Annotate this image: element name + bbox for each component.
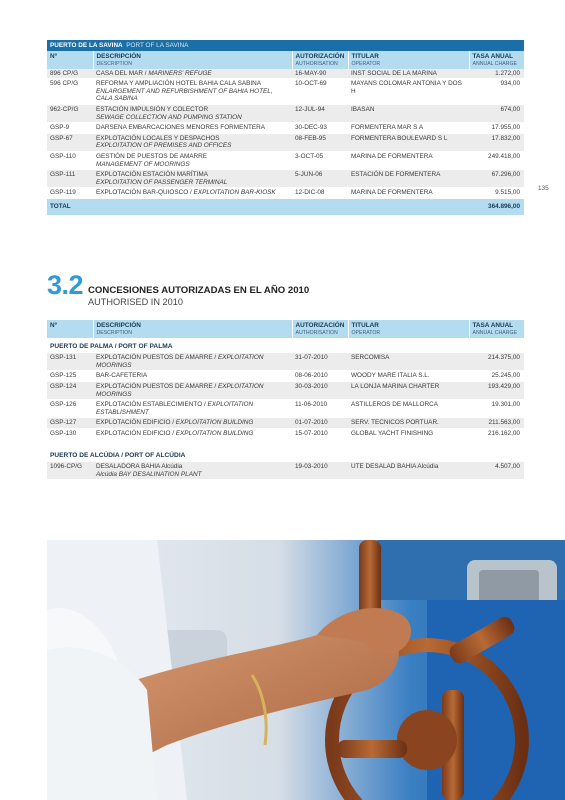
header-annual-charge: TASA ANUAL ANNUAL CHARGE [469,320,524,338]
header-operator: TITULAR OPERATOR [348,320,469,338]
port-band [47,40,524,51]
cell-num: GSP-126 [47,400,93,418]
table-row [47,462,524,480]
cell-operator: MARINA DE FORMENTERA [348,151,469,169]
cell-authorisation-date: 08-06-2010 [292,371,348,382]
table-row [47,353,524,371]
table-row [47,400,524,418]
cell-annual-charge: 211.563,00 [469,418,524,429]
table-row [47,188,524,199]
cell-annual-charge: 249.418,00 [469,151,524,169]
header-annual-charge: TASA ANUAL ANNUAL CHARGE [469,51,524,69]
cell-authorisation-date: 3-OCT-05 [292,151,348,169]
header-authorisation: AUTORIZACIÓN AUTHORISATION [292,320,348,338]
table-row [47,69,524,79]
table-row [47,418,524,429]
cell-annual-charge: 934,00 [469,79,524,105]
cell-num: GSP-130 [47,428,93,439]
table-row [47,79,524,105]
cell-num: GSP-119 [47,188,93,199]
photo-captain-hand-on-ships-wheel [47,540,565,800]
cell-num: GSP-110 [47,151,93,169]
cell-authorisation-date: 12-JUL-94 [292,104,348,122]
cell-annual-charge: 9.515,00 [469,188,524,199]
cell-operator: MARINA DE FORMENTERA [348,188,469,199]
cell-num: GSP-111 [47,170,93,188]
group-heading-alcudia: PUERTO DE ALCÚDIA / PORT OF ALCÚDIA [47,439,524,462]
cell-num: GSP-127 [47,418,93,429]
cell-authorisation-date: 10-OCT-69 [292,79,348,105]
cell-num: GSP-67 [47,133,93,151]
header-num: Nº [47,51,93,69]
cell-description: EXPLOTACIÓN ESTACIÓN MARÍTIMA EXPLOITATION OF PASSENGER TERMINAL [93,170,292,188]
cell-authorisation-date: 30-DEC-93 [292,123,348,134]
table-row [47,371,524,382]
cell-description: GESTIÓN DE PUESTOS DE AMARRE MANAGEMENT OF MOORINGS [93,151,292,169]
total-row [47,198,524,215]
cell-num: 896 CP/G [47,69,93,79]
cell-num: GSP-9 [47,123,93,134]
cell-description: EXPLOTACIÓN ESTABLECIMIENTO / EXPLOITATION ESTABLISHMENT [93,400,292,418]
cell-annual-charge: 674,00 [469,104,524,122]
cell-operator: GLOBAL YACHT FINISHING [348,428,469,439]
cell-operator: ESTACIÓN DE FORMENTERA [348,170,469,188]
cell-operator: WOODY MARE ITALIA S.L. [348,371,469,382]
table-body-alcudia [47,462,524,480]
group-heading-palma: PUERTO DE PALMA / PORT OF PALMA [47,338,524,354]
cell-description: REFORMA Y AMPLIACIÓN HOTEL BAHIA CALA SABINA ENLARGEMENT AND REFURBISHMENT OF BAHIA HOTEL, CALA SABINA [93,79,292,105]
cell-description: EXPLOTACIÓN EDIFICIO / EXPLOITATION BUILDING [93,428,292,439]
cell-annual-charge: 4.507,00 [469,462,524,480]
cell-description: EXPLOTACIÓN EDIFICIO / EXPLOITATION BUILDING [93,418,292,429]
header-description: DESCRIPCIÓN DESCRIPTION [93,320,292,338]
cell-operator: LA LONJA MARINA CHARTER [348,381,469,399]
cell-annual-charge: 216.162,00 [469,428,524,439]
cell-description: ESTACIÓN IMPULSIÓN Y COLECTOR SEWAGE COLLECTION AND PUMPING STATION [93,104,292,122]
cell-authorisation-date: 5-JUN-06 [292,170,348,188]
cell-description: EXPLOTACIÓN PUESTOS DE AMARRE / EXPLOITATION MOORINGS [93,353,292,371]
header-description: DESCRIPCIÓN DESCRIPTION [93,51,292,69]
cell-annual-charge: 67.296,00 [469,170,524,188]
cell-authorisation-date: 15-07-2010 [292,428,348,439]
cell-description: EXPLOTACIÓN BAR-QUIOSCO / EXPLOITATION BAR-KIOSK [93,188,292,199]
cell-authorisation-date: 08-FEB-95 [292,133,348,151]
table-row [47,151,524,169]
table-row [47,170,524,188]
cell-operator: SERCOMISA [348,353,469,371]
cell-operator: INST SOCIAL DE LA MARINA [348,69,469,79]
cell-operator: UTE DESALAD BAHIA Alcúdia [348,462,469,480]
cell-num: GSP-124 [47,381,93,399]
cell-operator: ASTILLEROS DE MALLORCA [348,400,469,418]
table-header [47,320,524,338]
cell-num: GSP-125 [47,371,93,382]
port-name-en: PORT OF LA SAVINA [126,41,189,49]
cell-num: 596 CP/G [47,79,93,105]
cell-operator: IBASAN [348,104,469,122]
cell-operator: FORMENTERA MAR S A [348,123,469,134]
cell-annual-charge: 25.245,00 [469,371,524,382]
cell-operator: SERV. TECNICOS PORTUAR. [348,418,469,429]
cell-num: 1096-CP/G [47,462,93,480]
section-title: CONCESIONES AUTORIZADAS EN EL AÑO 2010 [88,285,310,296]
table-row [47,104,524,122]
cell-authorisation-date: 01-07-2010 [292,418,348,429]
table-body [47,69,524,199]
table-row [47,123,524,134]
cell-description: CASA DEL MAR / MARINERS' REFUGE [93,69,292,79]
table-row [47,428,524,439]
cell-authorisation-date: 12-DIC-08 [292,188,348,199]
concessions-table-2010 [47,320,525,480]
cell-description: EXPLOTACIÓN LOCALES Y DESPACHOS EXPLOITATION OF PREMISES AND OFFICES [93,133,292,151]
cell-annual-charge: 1.272,00 [469,69,524,79]
cell-description: BAR-CAFETERIA [93,371,292,382]
table-header [47,51,524,69]
cell-num: 962-CP/G [47,104,93,122]
page-number: 135 [538,185,549,192]
cell-description: EXPLOTACIÓN PUESTOS DE AMARRE / EXPLOITATION MOORINGS [93,381,292,399]
cell-annual-charge: 17.955,00 [469,123,524,134]
port-name-es: PUERTO DE LA SAVINA [50,41,123,49]
cell-annual-charge: 17.832,00 [469,133,524,151]
cell-description: DARSENA EMBARCACIONES MENORES FORMENTERA [93,123,292,134]
header-authorisation: AUTORIZACIÓN AUTHORISATION [292,51,348,69]
cell-authorisation-date: 16-MAY-90 [292,69,348,79]
cell-operator: MAYANS COLOMAR ANTONIA Y DOS H [348,79,469,105]
cell-description: DESALADORA BAHIA Alcúdia Alcúdia BAY DESALINATION PLANT [93,462,292,480]
cell-annual-charge: 193.429,00 [469,381,524,399]
cell-annual-charge: 19.301,00 [469,400,524,418]
table-row [47,381,524,399]
cell-authorisation-date: 11-06-2010 [292,400,348,418]
concessions-table-la-savina [47,40,525,215]
table-row [47,133,524,151]
cell-num: GSP-131 [47,353,93,371]
cell-operator: FORMENTERA BOULEVARD S L [348,133,469,151]
header-operator: TITULAR OPERATOR [348,51,469,69]
section-subtitle: AUTHORISED IN 2010 [88,297,183,307]
section-number: 3.2 [47,270,84,300]
total-value: 364.896,00 [469,198,524,215]
cell-authorisation-date: 19-03-2010 [292,462,348,480]
header-num: Nº [47,320,93,338]
cell-authorisation-date: 30-03-2010 [292,381,348,399]
cell-authorisation-date: 31-07-2010 [292,353,348,371]
cell-annual-charge: 214.375,00 [469,353,524,371]
total-label: TOTAL [47,198,469,215]
table-body-palma [47,353,524,439]
